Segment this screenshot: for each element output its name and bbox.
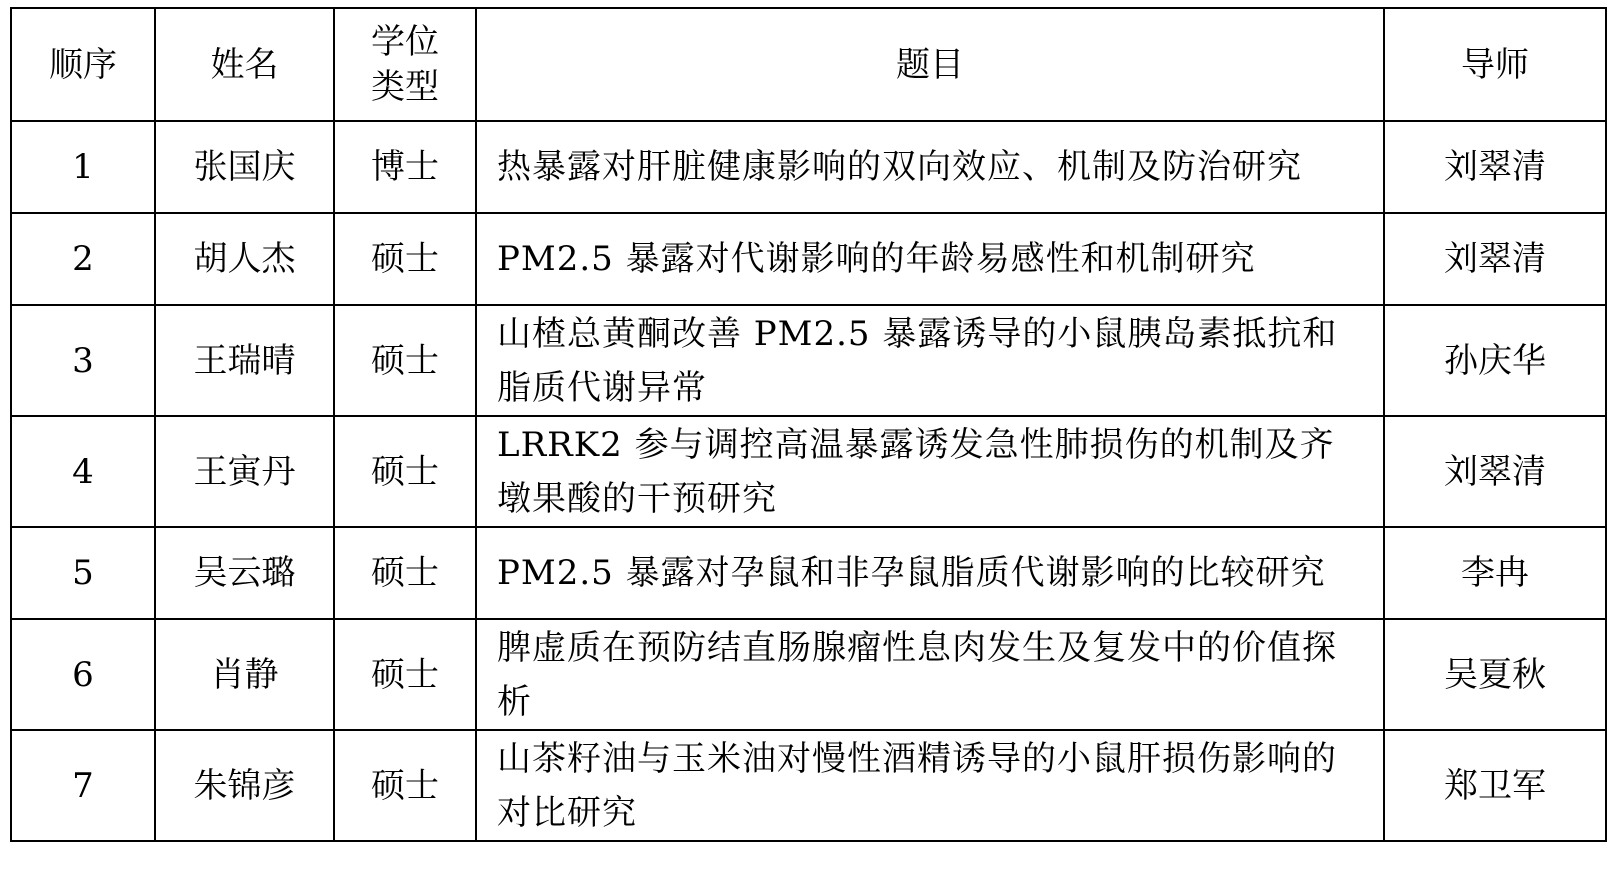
cell-advisor: 刘翠清 [1384,213,1606,305]
cell-degree: 硕士 [334,730,476,841]
cell-title: 山楂总黄酮改善 PM2.5 暴露诱导的小鼠胰岛素抵抗和脂质代谢异常 [476,305,1384,416]
cell-order: 4 [11,416,155,527]
cell-advisor: 李冉 [1384,527,1606,619]
cell-advisor: 孙庆华 [1384,305,1606,416]
cell-advisor: 刘翠清 [1384,416,1606,527]
cell-degree: 硕士 [334,305,476,416]
header-order: 顺序 [11,8,155,121]
header-row [11,8,1606,121]
cell-name: 吴云璐 [155,527,334,619]
header-degree-line2: 类型 [371,66,439,107]
cell-degree: 硕士 [334,527,476,619]
cell-name: 张国庆 [155,121,334,213]
cell-order: 6 [11,619,155,730]
cell-name: 王瑞晴 [155,305,334,416]
cell-degree: 硕士 [334,416,476,527]
table-row [11,305,1606,416]
cell-name: 朱锦彦 [155,730,334,841]
header-advisor: 导师 [1384,8,1606,121]
cell-title: LRRK2 参与调控高温暴露诱发急性肺损伤的机制及齐墩果酸的干预研究 [476,416,1384,527]
cell-advisor: 刘翠清 [1384,121,1606,213]
cell-title: 山茶籽油与玉米油对慢性酒精诱导的小鼠肝损伤影响的对比研究 [476,730,1384,841]
cell-degree: 硕士 [334,619,476,730]
header-name: 姓名 [155,8,334,121]
cell-name: 胡人杰 [155,213,334,305]
table-row [11,730,1606,841]
cell-order: 5 [11,527,155,619]
cell-degree: 博士 [334,121,476,213]
cell-order: 3 [11,305,155,416]
cell-order: 7 [11,730,155,841]
cell-degree: 硕士 [334,213,476,305]
table-row [11,121,1606,213]
table-row [11,527,1606,619]
cell-order: 1 [11,121,155,213]
cell-order: 2 [11,213,155,305]
table-row [11,213,1606,305]
header-title: 题目 [476,8,1384,121]
cell-title: 热暴露对肝脏健康影响的双向效应、机制及防治研究 [476,121,1384,213]
header-degree-line1: 学位 [371,21,439,62]
cell-advisor: 郑卫军 [1384,730,1606,841]
table-row [11,619,1606,730]
cell-name: 肖静 [155,619,334,730]
header-degree [334,8,476,121]
cell-title: PM2.5 暴露对代谢影响的年龄易感性和机制研究 [476,213,1384,305]
thesis-table [10,7,1607,842]
cell-title: 脾虚质在预防结直肠腺瘤性息肉发生及复发中的价值探析 [476,619,1384,730]
cell-name: 王寅丹 [155,416,334,527]
cell-title: PM2.5 暴露对孕鼠和非孕鼠脂质代谢影响的比较研究 [476,527,1384,619]
table-row [11,416,1606,527]
cell-advisor: 吴夏秋 [1384,619,1606,730]
